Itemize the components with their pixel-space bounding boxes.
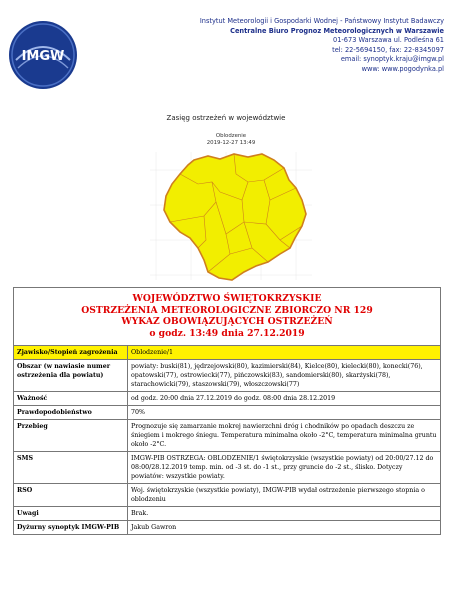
warning-title-time: o godz. 13:49 dnia 27.12.2019: [149, 327, 305, 339]
section-title: Zasięg ostrzeżeń w województwie: [166, 114, 286, 122]
warning-title-list: WYKAZ OBOWIĄZUJĄCYCH OSTRZEŻEŃ: [121, 316, 333, 327]
table-row-forecaster: [14, 521, 441, 535]
row-label: Obszar (w nawiasie numer ostrzeżenia dla powiatu): [14, 360, 128, 392]
table-row-rso: [14, 484, 441, 507]
warning-title-region: WOJEWÓDZTWO ŚWIĘTOKRZYSKIE: [132, 293, 322, 304]
institute-header: [144, 17, 444, 74]
row-label: Przebieg: [14, 420, 128, 452]
map-caption: Oblodzenie: [215, 133, 247, 139]
row-value: Prognozuje się zamarzanie mokrej nawierzchni dróg i chodników po opadach deszczu ze śniegiem i mokrego śniegu. Temperatura minimalna około -2°C, temperatura minimalna gruntu około -2°C.: [128, 420, 441, 452]
row-label: Uwagi: [14, 507, 128, 521]
row-value: IMGW-PIB OSTRZEGA: OBLODZENIE/1 świętokrzyskie (wszystkie powiaty) od 20:00/27.12 do 08:00/28.12.2019 temp. min. od -3 st. do -1 st., przy gruncie do -2 st., ślisko. Dotyczy powiatów: wszystkie powiaty.: [128, 452, 441, 484]
row-label: Dyżurny synoptyk IMGW-PIB: [14, 521, 128, 535]
logo-text: IMGW: [21, 49, 65, 64]
institute-name: Instytut Meteorologii i Gospodarki Wodnej - Państwowy Instytut Badawczy: [199, 17, 444, 25]
row-value: Jakub Gawron: [128, 521, 441, 535]
warning-table: [13, 287, 441, 535]
table-row-sms: [14, 452, 441, 484]
warning-title-cell: [14, 288, 441, 346]
table-row-validity: [14, 392, 441, 406]
table-row-probability: [14, 406, 441, 420]
row-value: 70%: [128, 406, 441, 420]
row-value: od godz. 20:00 dnia 27.12.2019 do godz. 08:00 dnia 28.12.2019: [128, 392, 441, 406]
row-label: Ważność: [14, 392, 128, 406]
address: 01-673 Warszawa ul. Podleśna 61: [333, 36, 444, 44]
table-row-phenomenon: [14, 346, 441, 360]
row-label: SMS: [14, 452, 128, 484]
warning-map: [146, 130, 316, 284]
row-label: RSO: [14, 484, 128, 507]
table-row-area: [14, 360, 441, 392]
row-value: Woj. świętokrzyskie (wszystkie powiaty), IMGW-PIB wydał ostrzeżenie pierwszego stopnia o oblodzeniu: [128, 484, 441, 507]
bureau-name: Centralne Biuro Prognoz Meteorologicznych w Warszawie: [230, 26, 444, 35]
row-label: Zjawisko/Stopień zagrożenia: [14, 346, 128, 360]
row-label: Prawdopodobieństwo: [14, 406, 128, 420]
row-value: Brak.: [128, 507, 441, 521]
map-datetime: 2019-12-27 13:49: [206, 140, 256, 146]
row-value: Oblodzenie/1: [128, 346, 441, 360]
imgw-logo: [8, 20, 78, 90]
table-row-course: [14, 420, 441, 452]
warning-title-number: OSTRZEŻENIA METEOROLOGICZNE ZBIORCZO NR 129: [81, 304, 373, 316]
email: email: synoptyk.kraju@imgw.pl: [340, 55, 444, 63]
phone-fax: tel: 22-5694150, fax: 22-8345097: [332, 45, 444, 54]
row-value: powiaty: buski(81), jędrzejowski(80), kazimierski(84), Kielce(80), kielecki(80), konecki(76), opatowski(77), ostrowiecki(77), pińczowski(83), sandomierski(80), skarżyski(78), starachowicki(79), staszowski(79), włoszczowski(77): [128, 360, 441, 392]
website: www: www.pogodynka.pl: [361, 64, 444, 73]
table-row-remarks: [14, 507, 441, 521]
